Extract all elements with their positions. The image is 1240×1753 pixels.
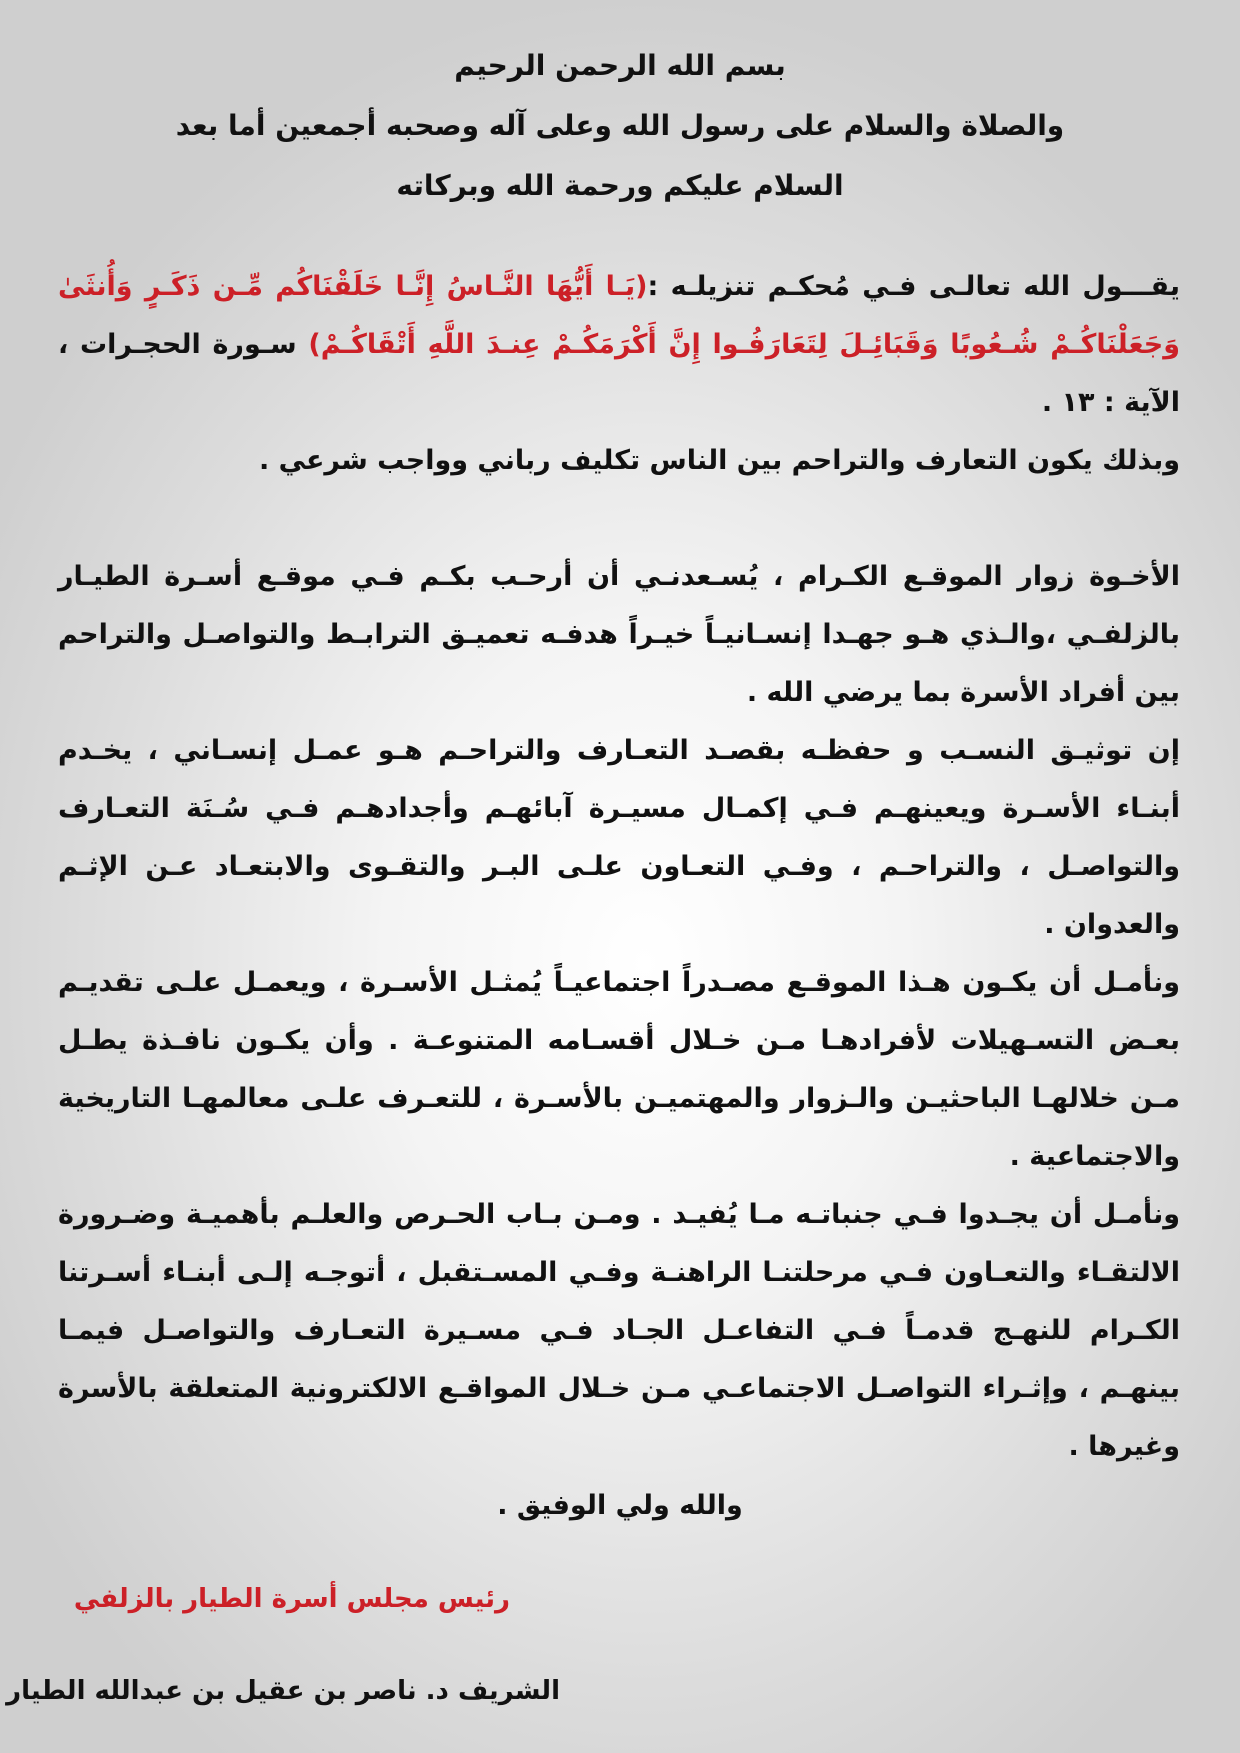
closing-line: والله ولي الوفيق . [497, 1490, 743, 1521]
lineage-paragraph: إن توثيـق النسـب و حفظـه بقصـد التعـارف والتراحـم هـو عمـل إنسـاني ، يخـدم أبنـاء الأسـرة ويعينهـم فـي إكمـال مسيـرة آبائهـم وأجدادهـم فـي سُـنَة التعـارف والتواصـل ، والتراحـم ، وفـي التعـاون علـى البـر والتقـوى والابتعـاد عـن الإثـم والعدوان . [58, 735, 1180, 940]
letter-body [58, 258, 1180, 1476]
verse-intro: يقـــول الله تعالـى فـي مُحكـم تنزيلـه : [647, 271, 1180, 302]
signature-name: الشريف د. ناصر بن عقيل بن عبدالله الطيار [6, 1676, 560, 1706]
signature-title: رئيس مجلس أسرة الطيار بالزلفي [73, 1584, 510, 1614]
welcome-paragraph: الأخـوة زوار الموقـع الكـرام ، يُسـعدنـي أن أرحـب بكـم فـي موقـع أسـرة الطيـار بالزلفـي ،والـذي هـو جهـدا إنسـانيـاً خيـراً هدفـه تعميـق الترابـط والتواصـل والتراحم بين أفراد الأسرة بما يرضي الله . [58, 561, 1180, 708]
basmala: بسم الله الرحمن الرحيم [454, 49, 786, 82]
verse-reference: سـورة الحجـرات ، الآية : ١٣ . [58, 329, 1180, 418]
verse-paragraph [58, 258, 1180, 432]
salam-line: السلام عليكم ورحمة الله وبركاته [396, 169, 844, 202]
paragraph-spacer [58, 490, 1180, 548]
salat-line: والصلاة والسلام على رسول الله وعلى آله وصحبه أجمعين أما بعد [175, 109, 1065, 142]
site-hope-paragraph: ونأمـل أن يكـون هـذا الموقـع مصـدراً اجتماعيـاً يُمثـل الأسـرة ، ويعمـل علـى تقديـم بعـض التسـهيلات لأفرادهـا مـن خـلال أقسـامه المتنوعـة . وأن يكـون نافـذة يطـل مـن خلالهـا الباحثيـن والـزوار والمهتميـن بالأسـرة ، للتعـرف علـى معالمهـا التاريخية والاجتماعية . [58, 967, 1180, 1172]
duty-line: وبذلك يكون التعارف والتراحم بين الناس تكليف رباني وواجب شرعي . [259, 445, 1180, 476]
opening-block [0, 36, 1240, 216]
quran-verse: (يَـا أَيُّهَا النَّـاسُ إِنَّـا خَلَقْنَاكُم مِّـن ذَكَـرٍ وَأُنثَىٰ وَجَعَلْنَاكُـمْ شُـعُوبًا وَقَبَائِـلَ لِتَعَارَفُـوا إِنَّ أَكْرَمَكُـمْ عِنـدَ اللَّهِ أَتْقَاكُـمْ) [58, 271, 1181, 360]
call-paragraph: ونأمـل أن يجـدوا فـي جنباتـه مـا يُفيـد . ومـن بـاب الحـرص والعلـم بأهميـة وضـرورة الالتقـاء والتعـاون فـي مرحلتنـا الراهنـة وفـي المسـتقبل ، أتوجـه إلـى أبنـاء أسـرتنا الكـرام للنهـج قدمـاً فـي التفاعـل الجـاد فـي مسـيرة التعـارف والتواصـل فيمـا بينهـم ، وإثـراء التواصـل الاجتماعـي مـن خـلال المواقـع الالكترونية المتعلقة بالأسرة وغيرها . [58, 1199, 1180, 1462]
